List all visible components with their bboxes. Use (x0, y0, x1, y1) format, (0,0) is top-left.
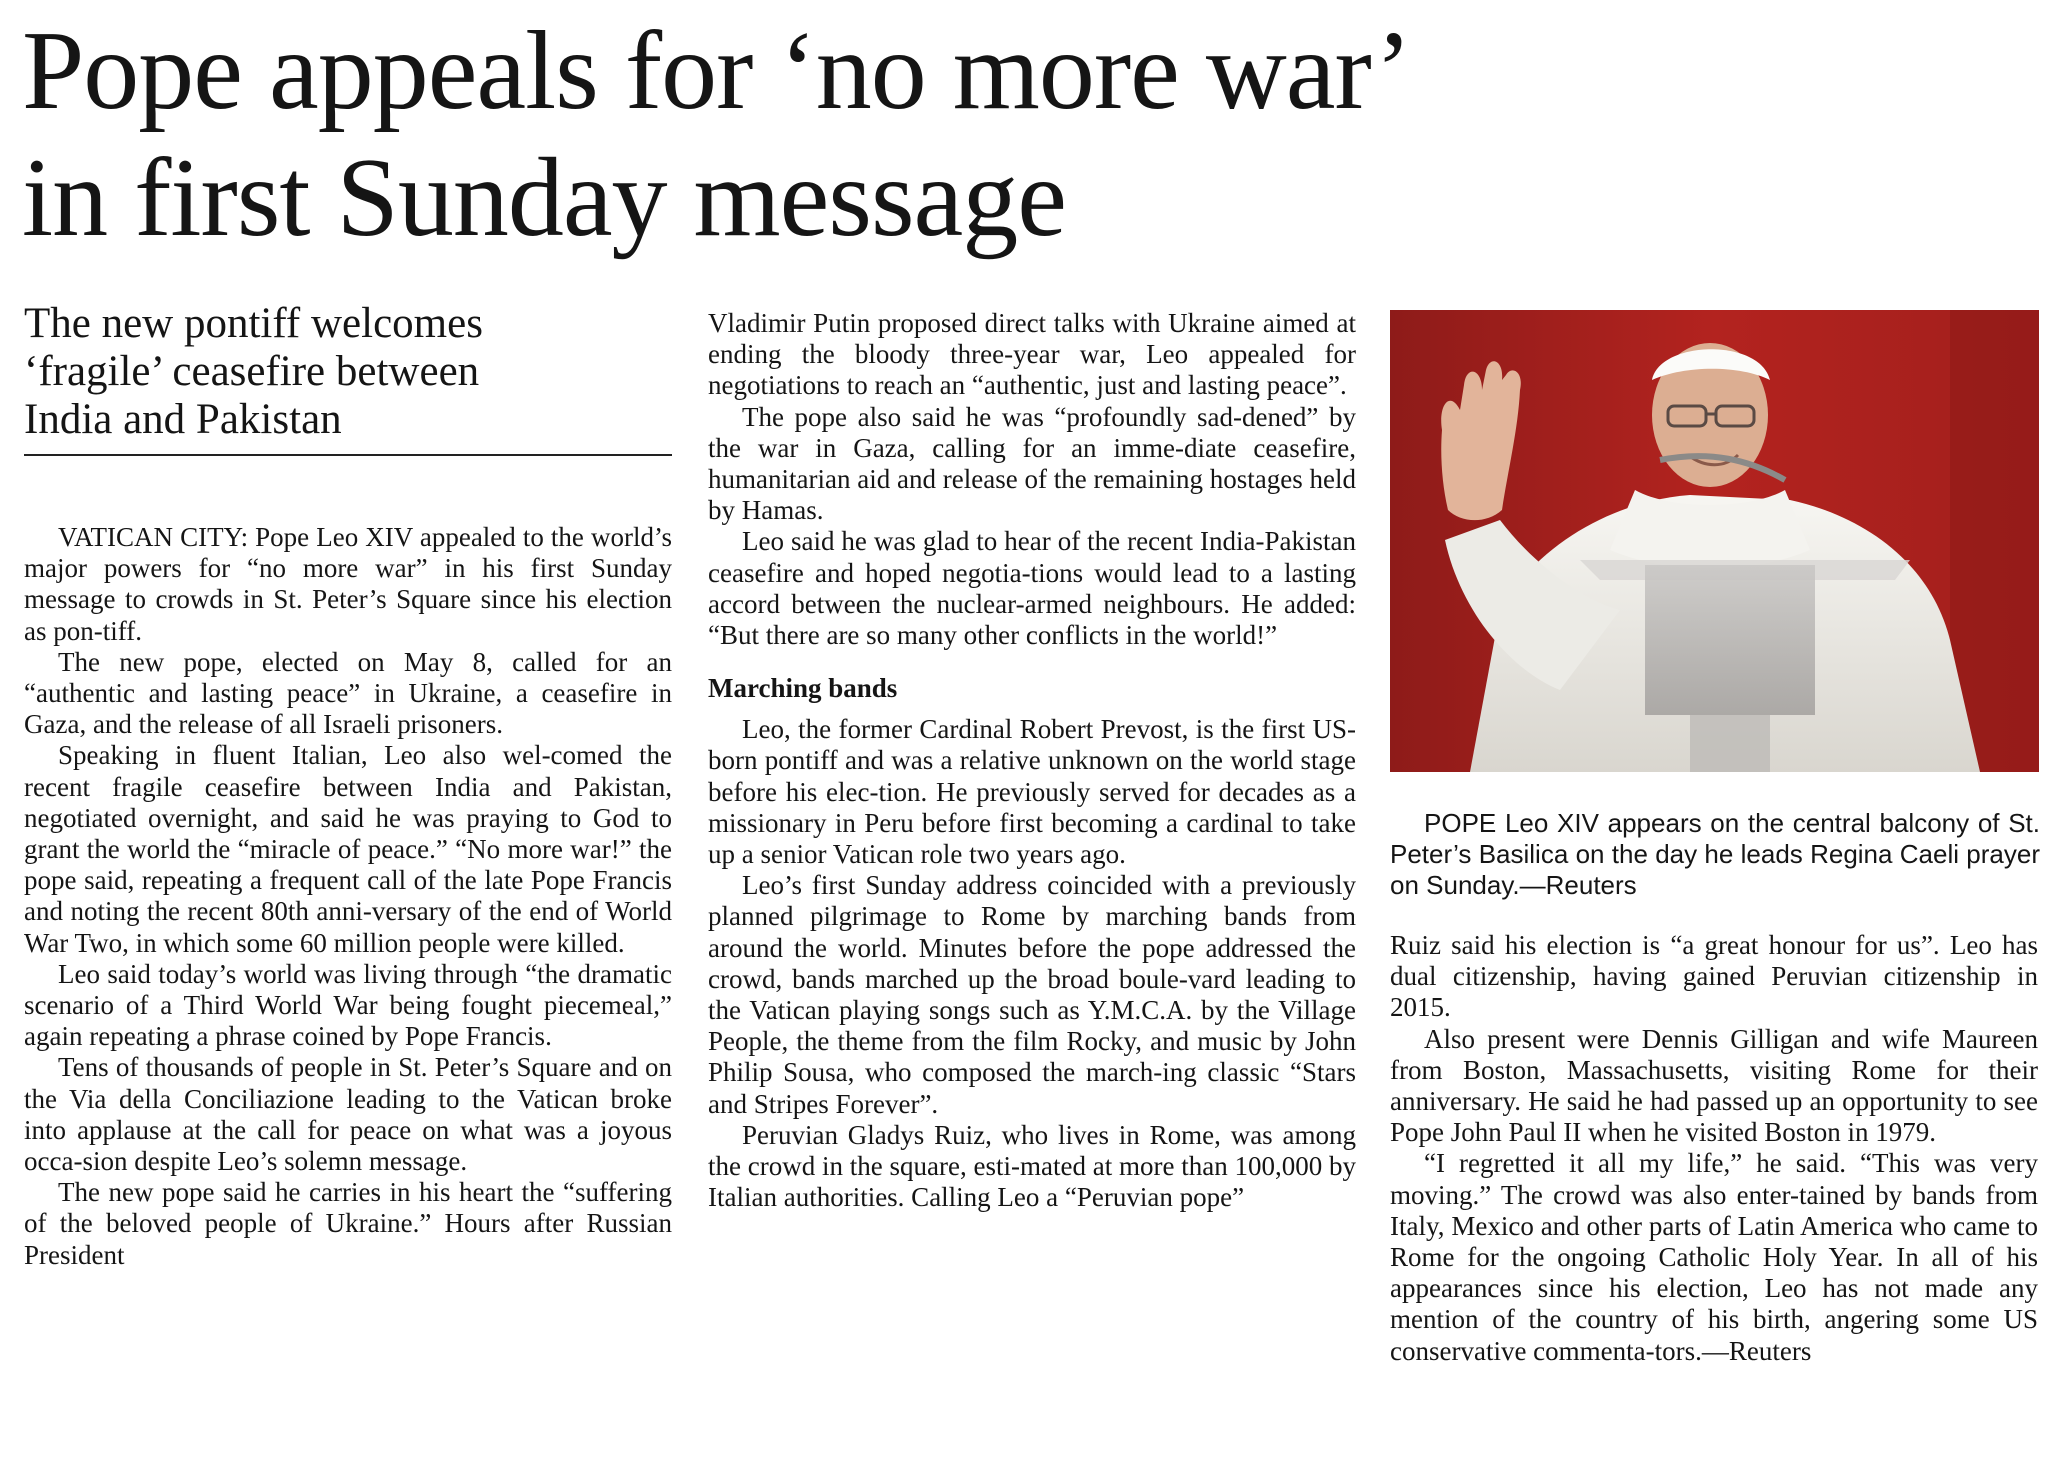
paragraph-8: The pope also said he was “profoundly sad-dened” by the war in Gaza, calling for an imme-diate ceasefire, humanitarian aid and release of the remaining hostages held by Hamas. (708, 401, 1356, 526)
column-1 (24, 300, 672, 1271)
section-subhead: Marching bands (708, 673, 898, 704)
deck-line-1: The new pontiff welcomes (24, 300, 483, 347)
news-photo-pope-waving (1390, 310, 2039, 772)
headline-line-2: in first Sunday message (22, 136, 1066, 260)
paragraph-10: Leo, the former Cardinal Robert Prevost, is the first US-born pontiff and was a relative unknown on the world stage before his elec-tion. He previously served for decades as a missionary in Peru before first becoming a cardinal to take up a senior Vatican role two years ago. (708, 714, 1356, 870)
paragraph-4: Leo said today’s world was living through “the dramatic scenario of a Third World War being fought piecemeal,” again repeating a phrase coined by Pope Francis. (24, 958, 672, 1052)
photo-caption: POPE Leo XIV appears on the central balcony of St. Peter’s Basilica on the day he leads Regina Caeli prayer on Sunday.—Reuters (1390, 808, 2040, 900)
paragraph-6: The new pope said he carries in his heart the “suffering of the beloved people of Ukraine.” Hours after Russian President (24, 1177, 672, 1270)
paragraph-2: The new pope, elected on May 8, called for an “authentic and lasting peace” in Ukraine, a ceasefire in Gaza, and the release of all Israeli prisoners. (24, 646, 672, 740)
column-2 (708, 308, 1356, 1213)
subheadline-deck (24, 300, 672, 456)
deck-line-3: India and Pakistan (24, 396, 342, 443)
paragraph-11: Leo’s first Sunday address coincided with a previously planned pilgrimage to Rome by marching bands from around the world. Minutes before the pope addressed the crowd, bands marched up the broad boule-vard leading to the Vatican playing songs such as Y.M.C.A. by the Village People, the theme from the film Rocky, and music by John Philip Sousa, who composed the march-ing classic “Stars and Stripes Forever”. (708, 870, 1356, 1119)
column-3 (1390, 930, 2038, 1367)
paragraph-9: Leo said he was glad to hear of the recent India-Pakistan ceasefire and hoped negotia-tions would lead to a lasting accord between the nuclear-armed neighbours. He added: “But there are so many other conflicts in the world!” (708, 526, 1356, 651)
paragraph-5: Tens of thousands of people in St. Peter’s Square and on the Via della Conciliazione leading to the Vatican broke into applause at the call for peace on what was a joyous occa-sion despite Leo’s solemn message. (24, 1052, 672, 1177)
deck-line-2: ‘fragile’ ceasefire between (24, 348, 480, 395)
paragraph-14: Also present were Dennis Gilligan and wife Maureen from Boston, Massachusetts, visiting Rome for their anniversary. He said he had passed up an opportunity to see Pope John Paul II when he visited Boston in 1979. (1390, 1023, 2038, 1148)
headline (22, 8, 2022, 262)
paragraph-13: Ruiz said his election is “a great honour for us”. Leo has dual citizenship, having gained Peruvian citizenship in 2015. (1390, 930, 2038, 1023)
paragraph-7: Vladimir Putin proposed direct talks with Ukraine aimed at ending the bloody three-year war, Leo appealed for negotiations to reach an “authentic, just and lasting peace”. (708, 308, 1356, 401)
headline-line-1: Pope appeals for ‘no more war’ (22, 9, 1412, 133)
paragraph-1: VATICAN CITY: Pope Leo XIV appealed to the world’s major powers for “no more war” in his first Sunday message to crowds in St. Peter’s Square since his election as pon-tiff. (24, 522, 672, 646)
paragraph-3: Speaking in fluent Italian, Leo also wel-comed the recent fragile ceasefire between India and Pakistan, negotiated overnight, and said he was praying to God to grant the world the “miracle of peace.” “No more war!” the pope said, repeating a frequent call of the late Pope Francis and noting the recent 80th anni-versary of the end of World War Two, in which some 60 million people were killed. (24, 740, 672, 958)
paragraph-12: Peruvian Gladys Ruiz, who lives in Rome, was among the crowd in the square, esti-mated at more than 100,000 by Italian authorities. Calling Leo a “Peruvian pope” (708, 1119, 1356, 1213)
paragraph-15: “I regretted it all my life,” he said. “This was very moving.” The crowd was also enter-tained by bands from Italy, Mexico and other parts of Latin America who came to Rome for the ongoing Catholic Holy Year. In all of his appearances since his election, Leo has not made any mention of the country of his birth, angering some US conservative commenta-tors.—Reuters (1390, 1148, 2038, 1366)
